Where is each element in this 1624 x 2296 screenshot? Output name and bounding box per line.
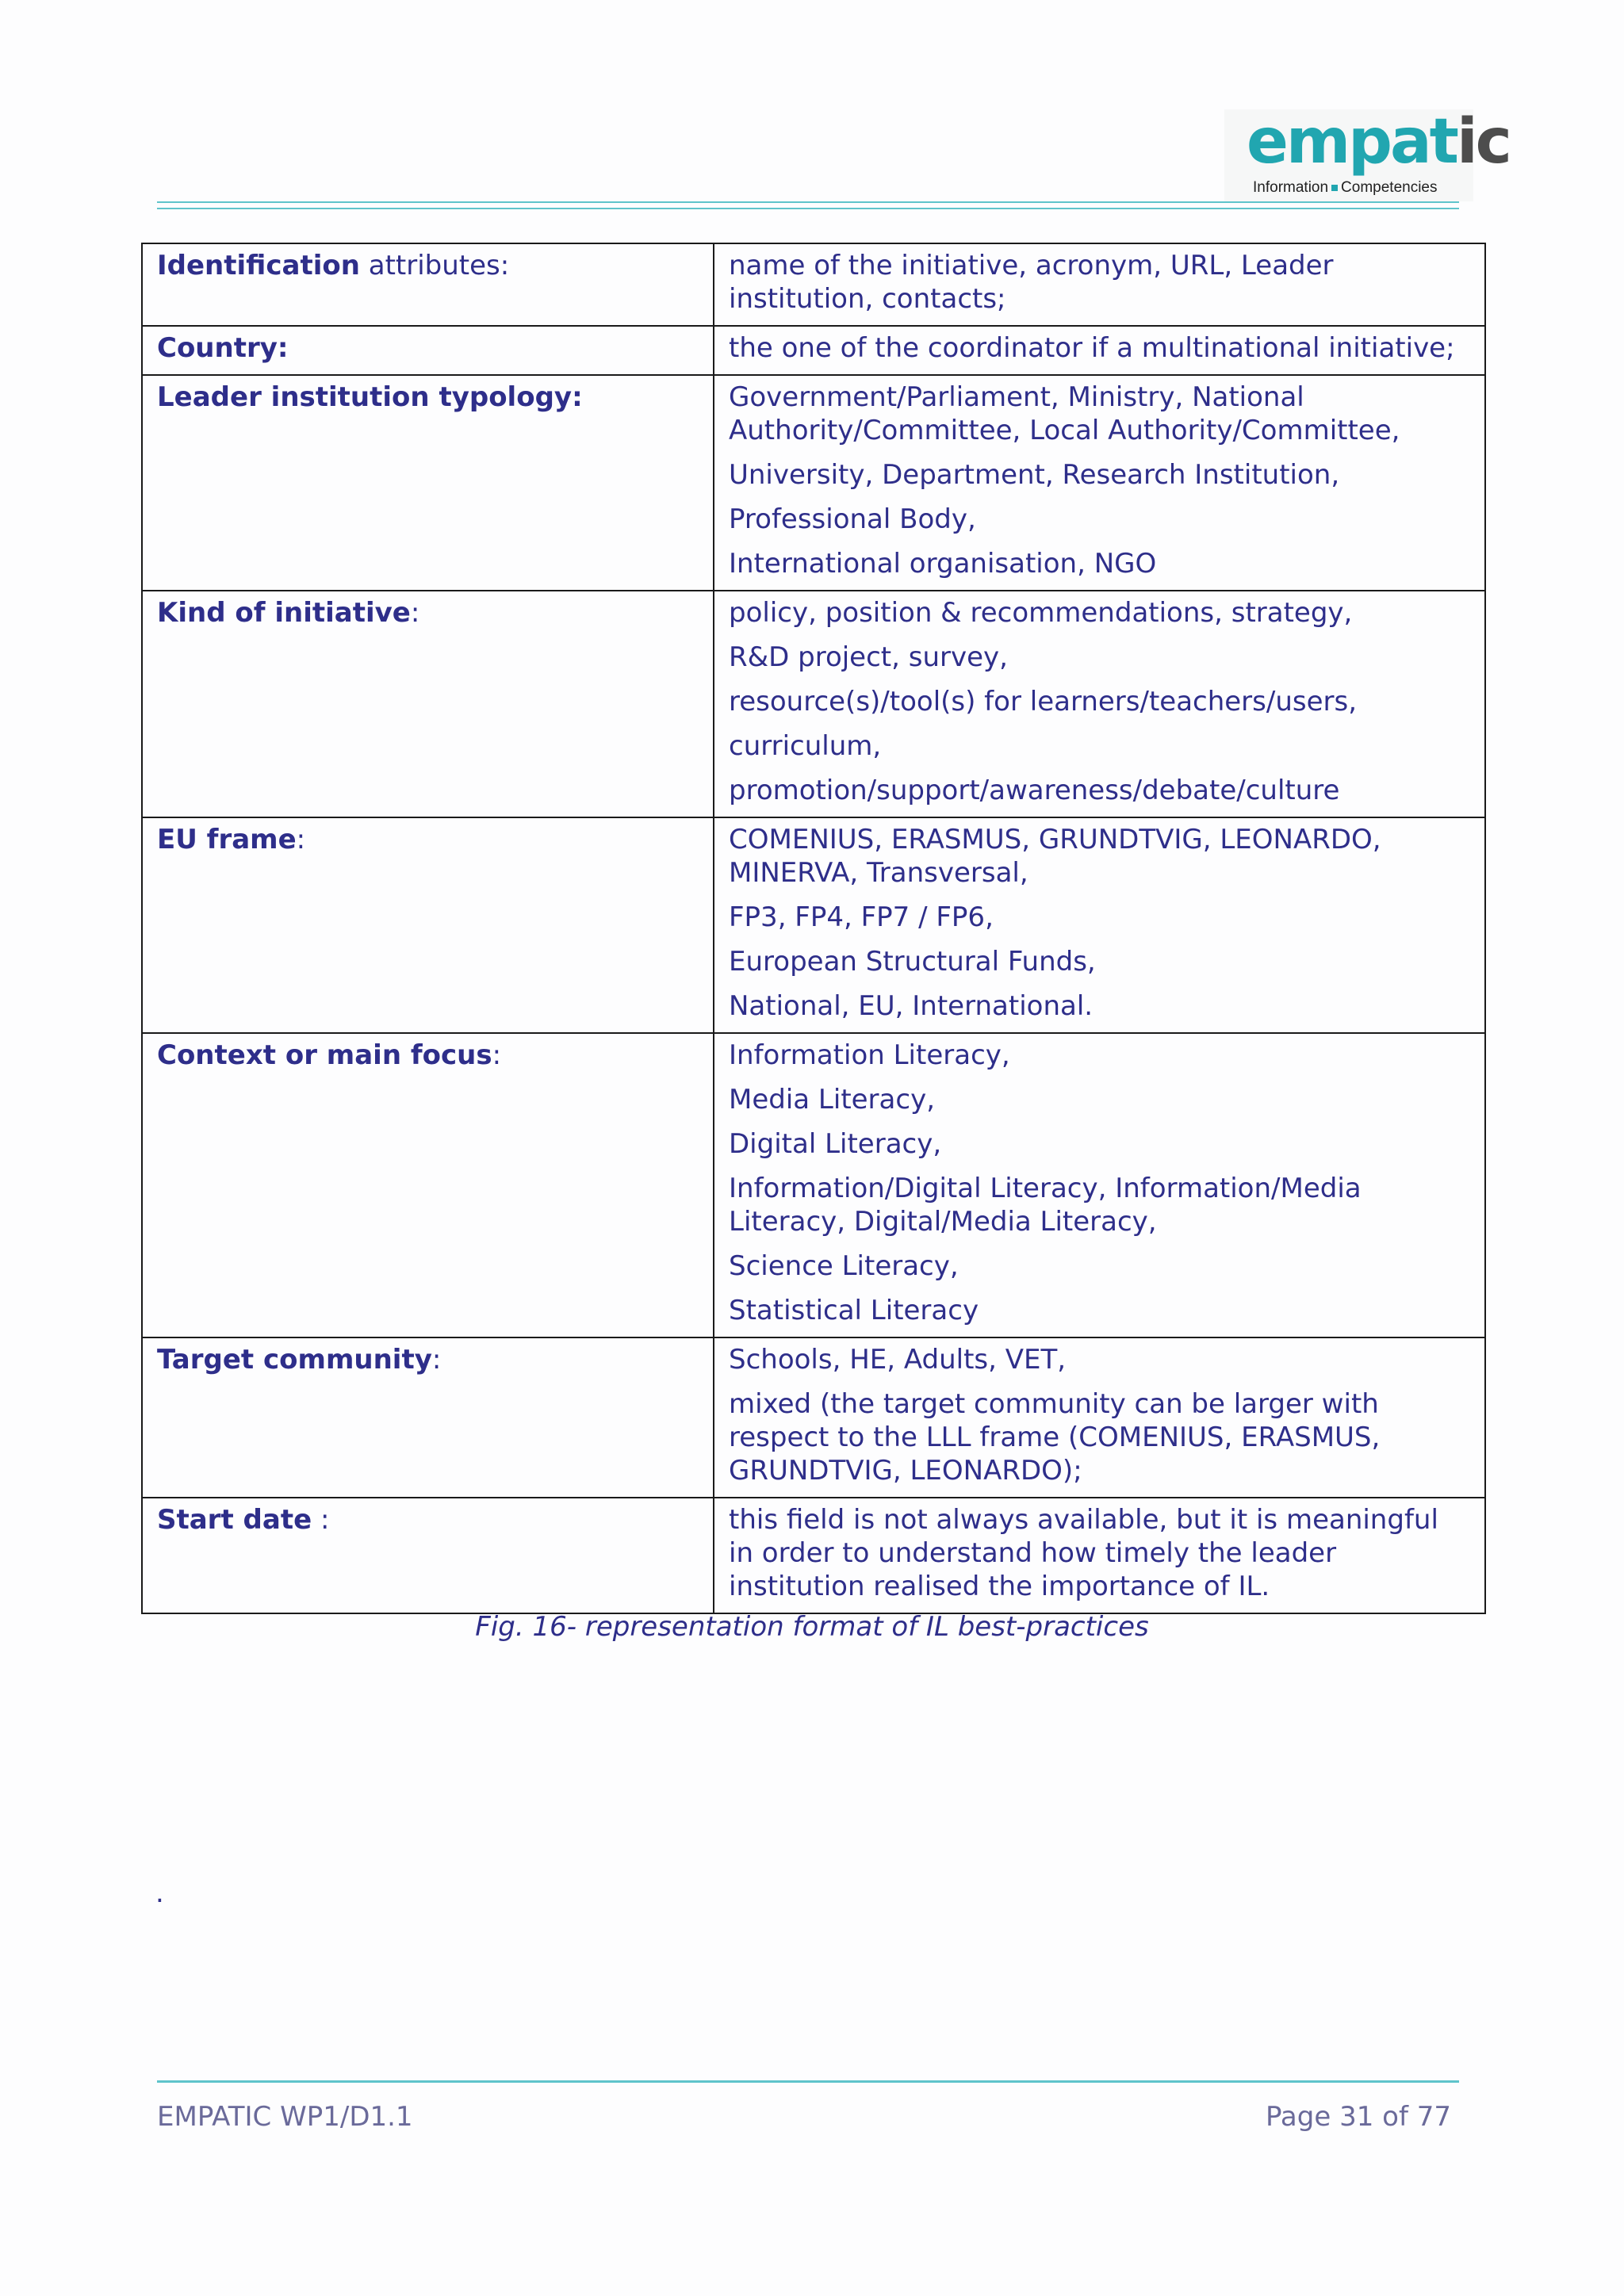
- empatic-logo: [1224, 106, 1510, 201]
- page-number: Page 31 of 77: [1265, 2101, 1451, 2133]
- field-value-line: FP3, FP4, FP7 / FP6,: [729, 901, 994, 933]
- field-value-line: curriculum,: [729, 730, 882, 762]
- field-label-bold: Identification: [157, 250, 360, 281]
- field-value-line: resource(s)/tool(s) for learners/teachers/users,: [729, 686, 1358, 718]
- field-value-line: Digital Literacy,: [729, 1128, 942, 1160]
- field-label-bold: Leader institution typology:: [157, 381, 583, 413]
- field-label: [142, 326, 714, 375]
- logo-tagline: Information Competencies: [1253, 179, 1438, 196]
- field-value-line: promotion/support/awareness/debate/culture: [729, 775, 1340, 806]
- field-label-rest: :: [410, 597, 420, 629]
- field-label-rest: :: [312, 1504, 330, 1536]
- table-row: [142, 243, 1485, 326]
- field-label: [142, 591, 714, 817]
- field-label: [142, 1033, 714, 1337]
- field-label-rest: :: [492, 1039, 502, 1071]
- field-values: [714, 1033, 1485, 1337]
- field-label-bold: Target community: [157, 1344, 432, 1376]
- field-value-line: name of the initiative, acronym, URL, Leader institution, contacts;: [729, 250, 1334, 315]
- logo-wordmark: empatic: [1247, 106, 1510, 178]
- field-label-rest: attributes:: [359, 250, 510, 281]
- field-label-rest: :: [431, 1344, 442, 1376]
- field-values: [714, 243, 1485, 326]
- field-label: [142, 817, 714, 1033]
- field-value-line: policy, position & recommendations, strategy,: [729, 597, 1353, 629]
- field-value-line: this field is not always available, but it is meaningful in order to understand how timely the leader institution realised the importance of IL.: [729, 1504, 1438, 1602]
- field-label: [142, 1498, 714, 1613]
- field-value-line: Information Literacy,: [729, 1039, 1010, 1071]
- field-label-bold: Start date: [157, 1504, 312, 1536]
- field-values: [714, 1337, 1485, 1498]
- footer-rule: [157, 2080, 1459, 2083]
- field-label-bold: Kind of initiative: [157, 597, 411, 629]
- field-value-line: National, EU, International.: [729, 990, 1094, 1022]
- field-value-line: mixed (the target community can be larger with respect to the LLL frame (COMENIUS, ERASMUS, GRUNDTVIG, LEONARDO);: [729, 1388, 1381, 1487]
- table-row: [142, 817, 1485, 1033]
- document-id: EMPATIC WP1/D1.1: [157, 2101, 413, 2133]
- stray-period: .: [155, 1877, 164, 1909]
- field-value-line: European Structural Funds,: [729, 946, 1096, 978]
- field-label: [142, 243, 714, 326]
- field-value-line: COMENIUS, ERASMUS, GRUNDTVIG, LEONARDO, MINERVA, Transversal,: [729, 824, 1381, 889]
- header-rule: [157, 201, 1459, 209]
- table-row: [142, 1033, 1485, 1337]
- field-value-line: Professional Body,: [729, 503, 976, 535]
- field-label: [142, 1337, 714, 1498]
- table-row: [142, 375, 1485, 591]
- field-value-line: Statistical Literacy: [729, 1295, 979, 1326]
- field-values: [714, 817, 1485, 1033]
- field-label-bold: EU frame: [157, 824, 297, 855]
- field-value-line: Government/Parliament, Ministry, National Authority/Committee, Local Authority/Committee,: [729, 381, 1400, 446]
- table-row: [142, 1498, 1485, 1613]
- table-row: [142, 326, 1485, 375]
- field-label-bold: Country:: [157, 332, 289, 364]
- field-values: [714, 326, 1485, 375]
- field-value-line: Information/Digital Literacy, Information/Media Literacy, Digital/Media Literacy,: [729, 1173, 1362, 1238]
- table-row: [142, 1337, 1485, 1498]
- field-value-line: the one of the coordinator if a multinational initiative;: [729, 332, 1455, 364]
- field-value-line: Science Literacy,: [729, 1250, 959, 1282]
- best-practice-format-table: [141, 243, 1486, 1614]
- table-row: [142, 591, 1485, 817]
- field-values: [714, 375, 1485, 591]
- field-value-line: Media Literacy,: [729, 1084, 935, 1115]
- field-value-line: University, Department, Research Institution,: [729, 459, 1340, 491]
- field-values: [714, 1498, 1485, 1613]
- figure-caption: Fig. 16- representation format of IL best-practices: [475, 1611, 1149, 1643]
- field-value-line: Schools, HE, Adults, VET,: [729, 1344, 1067, 1376]
- field-label: [142, 375, 714, 591]
- field-values: [714, 591, 1485, 817]
- field-value-line: International organisation, NGO: [729, 548, 1157, 580]
- field-value-line: R&D project, survey,: [729, 641, 1008, 673]
- field-label-bold: Context or main focus: [157, 1039, 492, 1071]
- field-label-rest: :: [296, 824, 306, 855]
